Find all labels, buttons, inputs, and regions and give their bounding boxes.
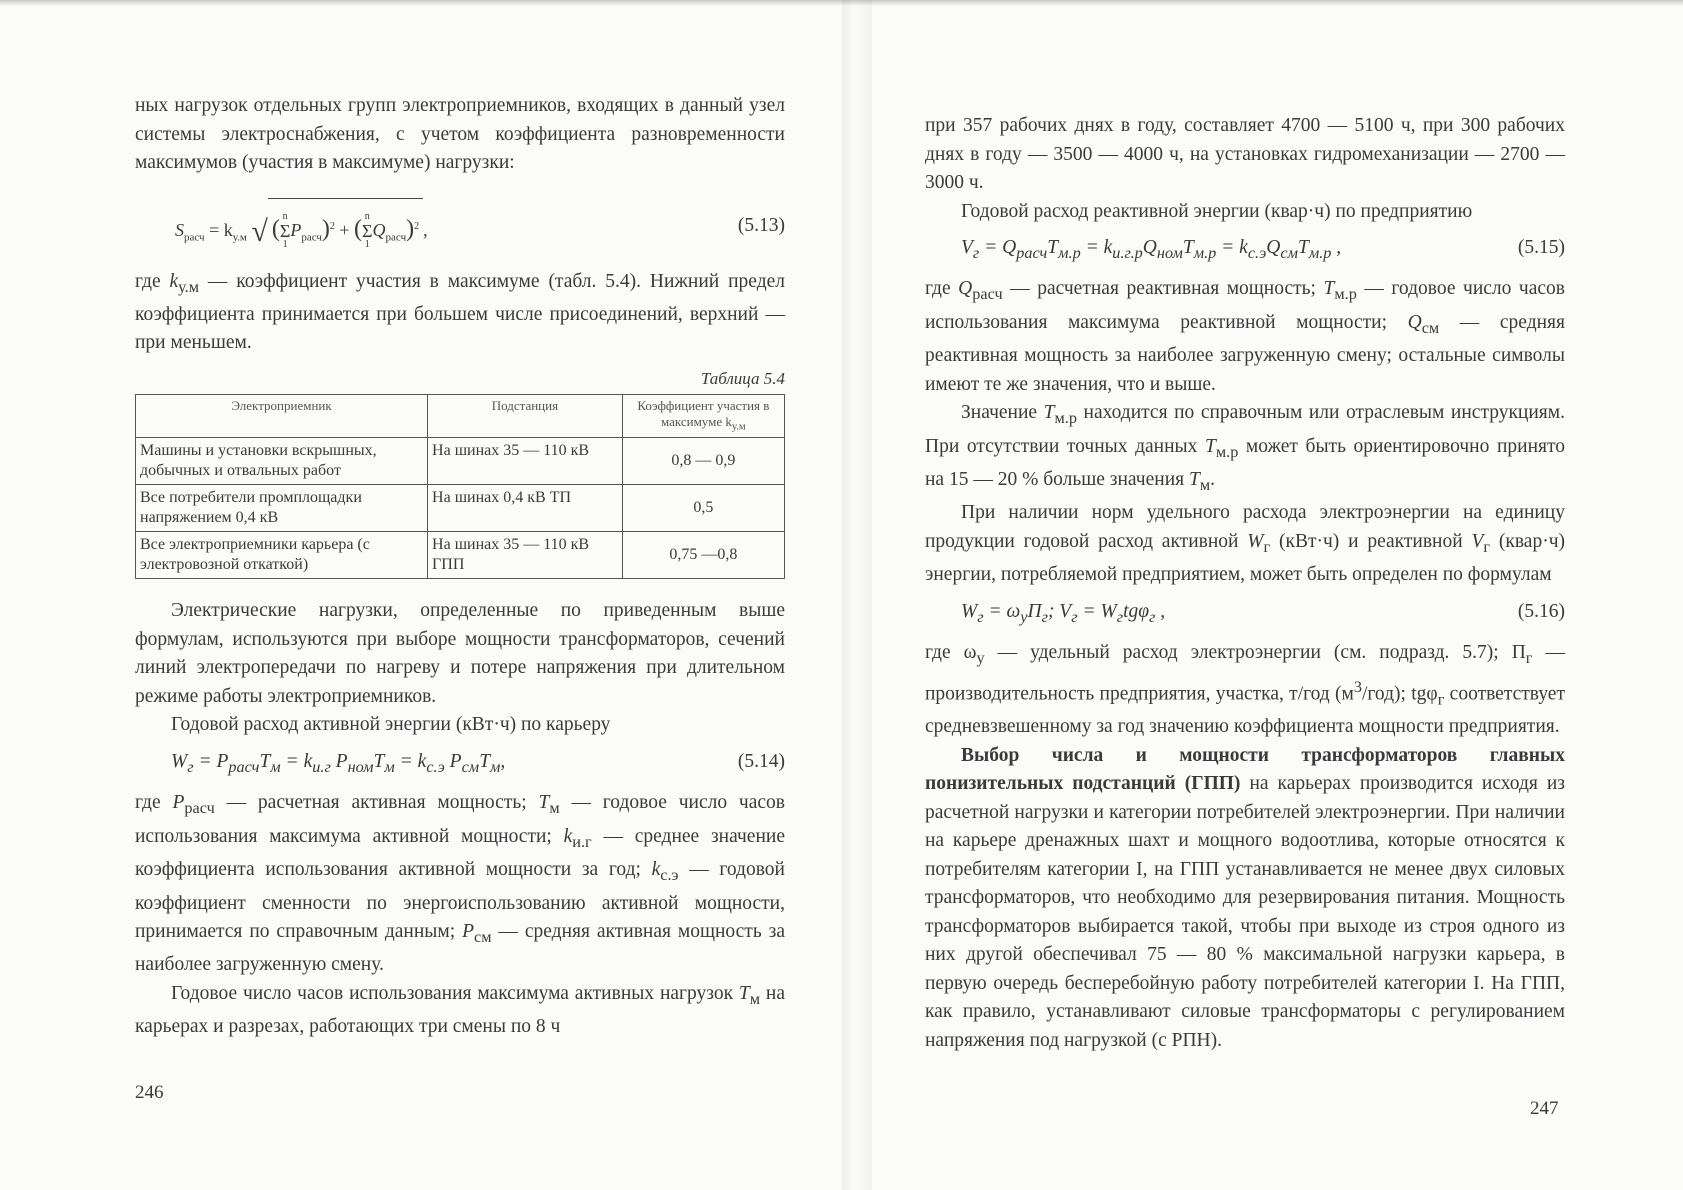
table-cell: 0,75 —0,8 (622, 532, 784, 579)
table-cell: 0,8 — 0,9 (622, 438, 784, 485)
table-cell: На шинах 0,4 кВ ТП (428, 485, 623, 532)
formula-5-13: $S_{расч} = k_{у.м}$ √ ( n Σ $1P_{расч})^2$ + ( n Σ $1Q_{расч})^2$ , (5.13) (135, 198, 785, 254)
table-row (136, 485, 785, 532)
page-number-right: 247 (1530, 1098, 1559, 1119)
table-header: Электроприемник (136, 394, 428, 438)
table-cell: На шинах 35 — 110 кВ ГПП (428, 532, 623, 579)
formula-number: (5.14) (737, 750, 785, 772)
left-paragraph-4: Годовой расход активной энергии (кВт·ч) по карьеру (171, 714, 611, 736)
left-paragraph-1: ных нагрузок отдельных групп электроприемников, входящих в данный узел системы электроснабжения, с учетом коэффициента разновременности максимумов (участия в максимуме) нагрузки: (135, 95, 785, 173)
right-paragraph-6: где $\omega_у$ — удельный расход электроэнергии (см. подразд. 5.7); $П_г$ — производительность предприятия, участка, т/год $(м^3/год)$; tgφ$_г$ соответствует средневзвешенному за год значению коэффициента мощности предприятия. (925, 642, 1565, 738)
right-paragraph-1: при 357 рабочих днях в году, составляет 4700 — 5100 ч, при 300 рабочих днях в году — 3500 — 4000 ч, на установках гидромеханизации — 2700 — 3000 ч. (925, 115, 1565, 193)
book-gutter (842, 0, 872, 1190)
left-paragraph-2: где $k_{у.м}$ — коэффициент участия в максимуме (табл. 5.4). Нижний предел коэффициента принимается при большем числе присоединений, верхний — при меньшем. (135, 270, 785, 354)
table-cell: Все потребители промплощадки напряжением 0,4 кВ (136, 485, 428, 532)
left-paragraph-5: где $P_{расч}$ — расчетная активная мощность; $T_м$ — годовое число часов использования максимума активной мощности; $k_{и.г}$ — среднее значение коэффициента использования активной мощности за год; $k_{с.э}$ — годовой коэффициент сменности по энергоиспользованию активной мощности, принимается по справочным данным; $P_{см}$ — средняя активная мощность за наиболее загруженную смену. (135, 792, 785, 976)
formula-5-14: $W_г = P_{расч}T_м = k_{и.г}$ $P_{ном}T_м = k_{с.э}$ $P_{см}T_м$, (5.14) (135, 748, 785, 781)
table-row (136, 532, 785, 579)
sqrt-content: ( n Σ $1P_{расч})^2$ + ( n Σ $1Q_{расч})^2$ (268, 198, 423, 266)
formula-5-16: $W_г = \omega_уП_г$; $V_г = W_гtg\varphi_г$ , (5.16) (925, 598, 1565, 631)
table-row (136, 438, 785, 485)
coefficient-table (135, 394, 785, 580)
table-header: Коэффициент участия в максимуме $k_{у.м}$ (622, 394, 784, 438)
page-number-left: 246 (135, 1082, 164, 1103)
left-paragraph-3: Электрические нагрузки, определенные по приведенным выше формулам, используются при выборе мощности трансформаторов, сечений линий электропередачи по нагреву и потере напряжения при длительном режиме работы электроприемников. (135, 600, 785, 707)
formula-number: (5.16) (1517, 600, 1565, 622)
table-cell: Все электроприемники карьера (с электровозной откаткой) (136, 532, 428, 579)
right-page (925, 0, 1565, 1055)
left-page (135, 0, 785, 1042)
table-header-row (136, 394, 785, 438)
right-paragraph-4: Значение $T_{м.р}$ находится по справочным или отраслевым инструкциям. При отсутствии точных данных $T_{м.р}$ может быть ориентировочно принято на 15 — 20 % больше значения $T_м$. (925, 402, 1565, 494)
formula-number: (5.13) (737, 214, 785, 236)
formula-5-15: $V_г = Q_{расч}T_{м.р} = k_{и.г.р}Q_{ном}T_{м.р} = k_{с.э}Q_{см}T_{м.р}$ , (5.15) (925, 234, 1565, 267)
right-paragraph-3: где $Q_{расч}$ — расчетная реактивная мощность; $T_{м.р}$ — годовое число часов использования максимума реактивной мощности; $Q_{см}$ — средняя реактивная мощность за наиболее загруженную смену; остальные символы имеют те же значения, что и выше. (925, 278, 1565, 395)
formula-number: (5.15) (1517, 237, 1565, 258)
table-cell: На шинах 35 — 110 кВ (428, 438, 623, 485)
left-paragraph-6: Годовое число часов использования максимума активных нагрузок $T_м$ на карьерах и разрезах, работающих три смены по 8 ч (135, 982, 785, 1038)
right-paragraph-2: Годовой расход реактивной энергии (квар·ч) по предприятию (961, 200, 1473, 222)
section-heading: Выбор числа и мощности трансформаторов главных понизительных подстанций (ГПП) (925, 744, 1565, 795)
right-paragraph-7: Выбор числа и мощности трансформаторов главных понизительных подстанций (ГПП) на карьерах производится исходя из расчетной нагрузки и категории потребителей электроэнергии. При наличии на карьере дренажных шахт и мощного водоотлива, которые относятся к потребителям категории I, на ГПП устанавливается не менее двух силовых трансформаторов, что необходимо для резервирования питания. Мощность трансформаторов выбирается такой, чтобы при выходе из строя одного из них другой обеспечивал 75 — 80 % максимальной нагрузки карьера, в первую очередь бесперебойную работу потребителей категории I. На ГПП, как правило, устанавливают силовые трансформаторы с регулированием напряжения под нагрузкой (с РПН). (925, 744, 1566, 1051)
table-cell: Машины и установки вскрышных, добычных и отвальных работ (136, 438, 428, 485)
table-cell: 0,5 (622, 485, 784, 532)
table-caption: Таблица 5.4 (700, 368, 785, 388)
table-header: Подстанция (428, 394, 623, 438)
right-paragraph-5: При наличии норм удельного расхода электроэнергии на единицу продукции годовой расход активной $W_г$ (кВт·ч) и реактивной $V_г$ (квар·ч) энергии, потребляемой предприятием, может быть определен по формулам (925, 502, 1565, 586)
